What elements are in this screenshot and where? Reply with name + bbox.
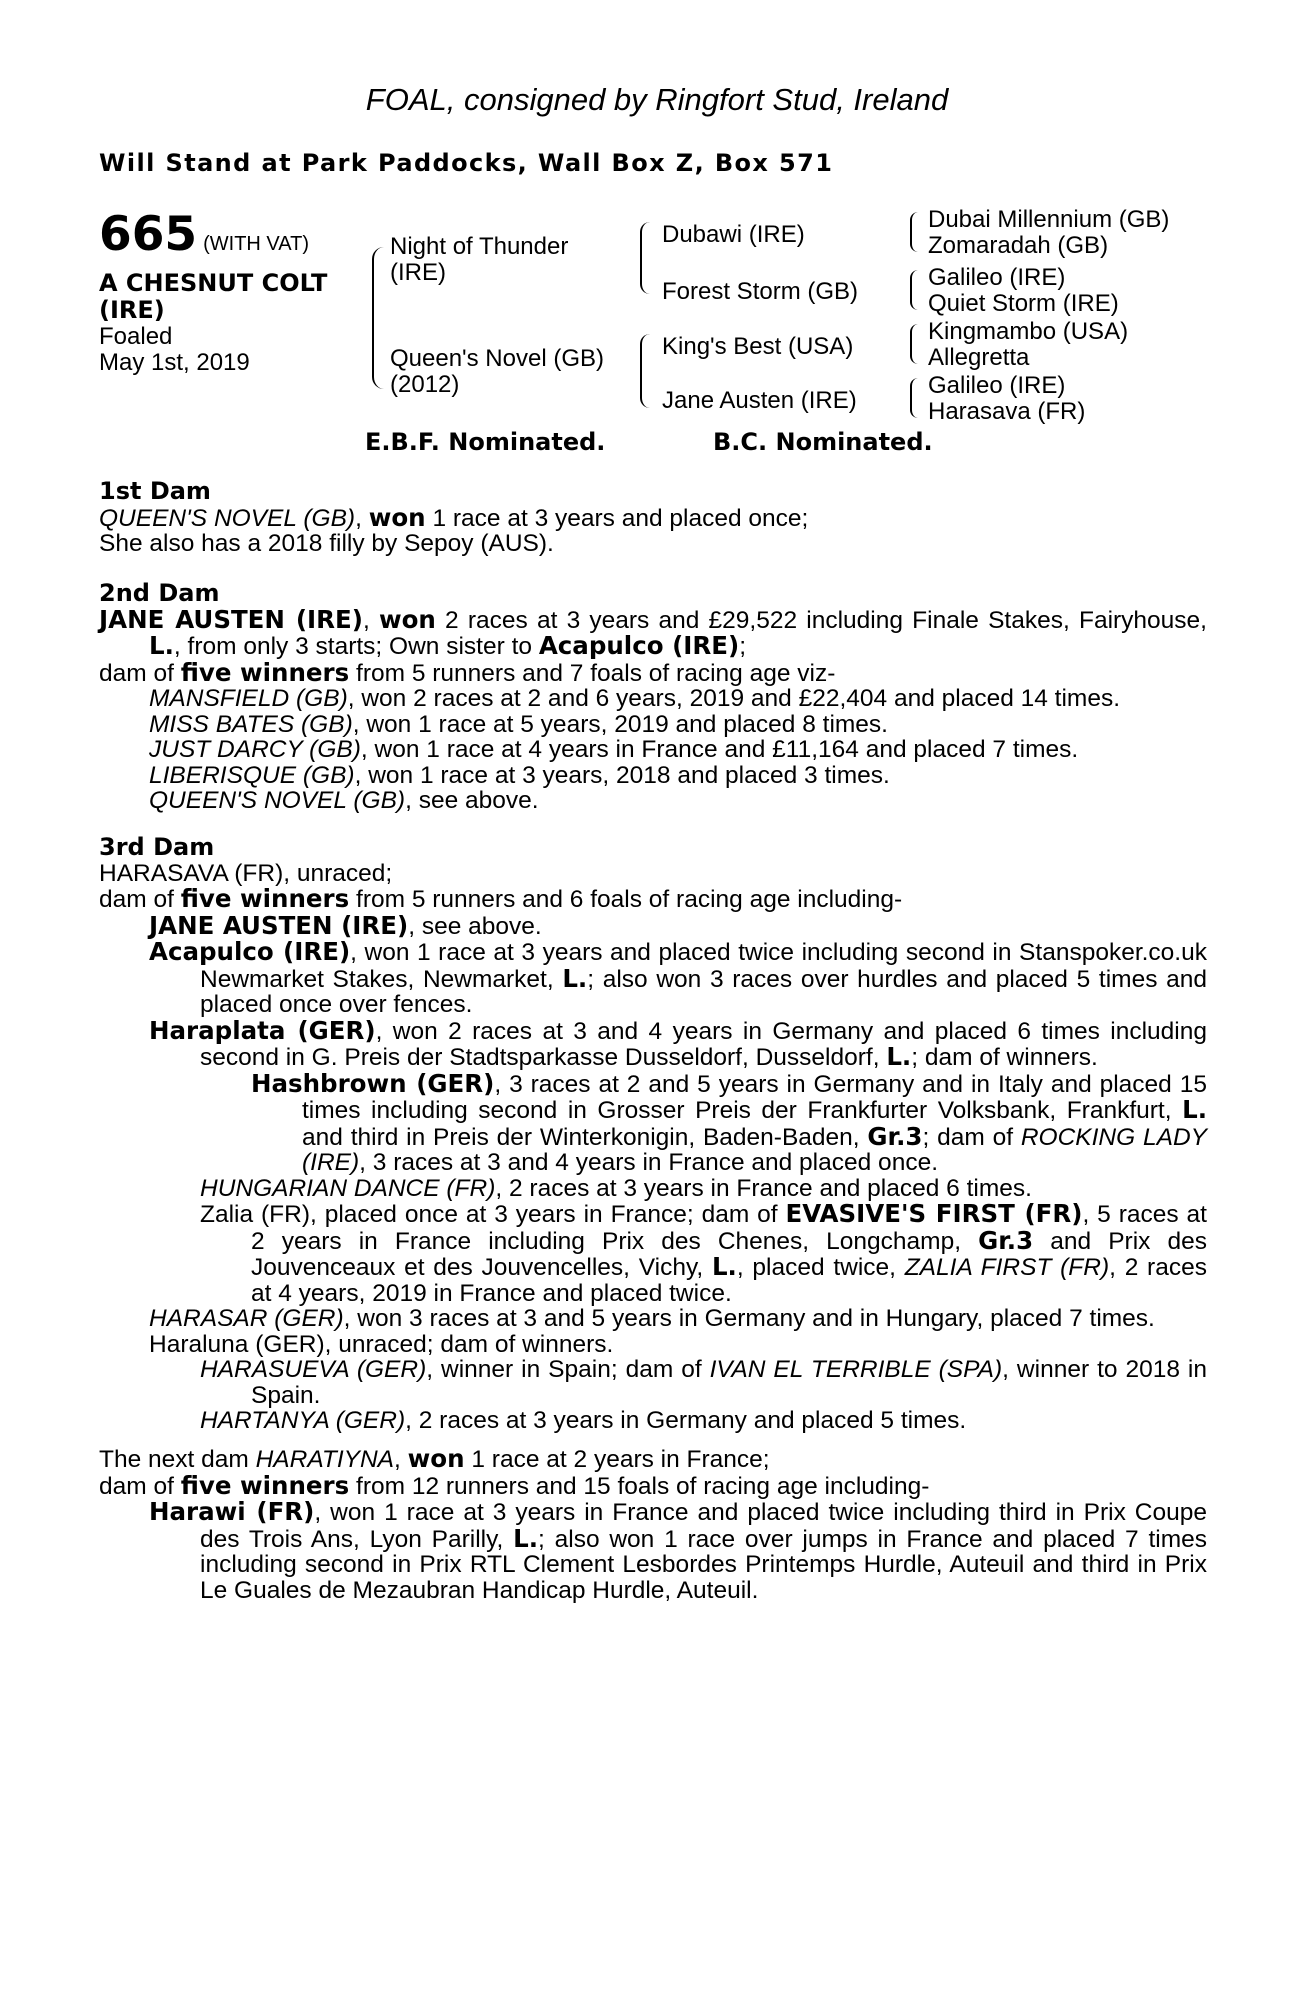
pedigree-brace <box>910 270 918 310</box>
pedigree-sds: Galileo (IRE) <box>928 264 1066 291</box>
third-dam-record: HARASAVA (FR), unraced; <box>99 859 393 887</box>
stand-location: Will Stand at Park Paddocks, Wall Box Z, Box 571 <box>99 149 834 177</box>
first-dam-produce: She also has a 2018 filly by Sepoy (AUS). <box>99 530 554 557</box>
offspring-line: MANSFIELD (GB), won 2 races at 2 and 6 years, 2019 and £22,404 and placed 14 times. <box>149 685 1121 712</box>
pedigree-brace <box>910 324 918 364</box>
first-dam-section <box>99 479 1207 557</box>
pedigree-sire-dam: Forest Storm (GB) <box>662 278 859 305</box>
grand-offspring-line: Zalia (FR), placed once at 3 years in France; dam of EVASIVE'S FIRST (FR), 5 races at 2 years in France including Prix des Chenes, Longchamp, Gr.3 and Prix des Jouvenceaux et des Jouvencelles, Vichy, L., placed twice, ZALIA FIRST (FR), 2 races at 4 years, 2019 in France and placed twice. <box>200 1199 1207 1307</box>
next-dam-produce-summary: dam of five winners from 12 runners and 15 foals of racing age including- <box>99 1470 930 1500</box>
first-dam-heading: 1st Dam <box>99 477 211 505</box>
pedigree-ssd: Zomaradah (GB) <box>928 232 1109 259</box>
pedigree-dam: Queen's Novel (GB) (2012) <box>390 345 604 398</box>
offspring-line: Haraluna (GER), unraced; dam of winners. <box>149 1330 614 1358</box>
pedigree-brace <box>372 247 384 389</box>
second-dam-record: JANE AUSTEN (IRE), won 2 races at 3 years and £29,522 including Finale Stakes, Fairyhouse, L., from only 3 starts; Own sister to Acapulco (IRE); <box>99 604 1207 660</box>
lot-description: A CHESNUT COLT <box>99 269 328 297</box>
second-dam-produce-summary: dam of five winners from 5 runners and 7 foals of racing age viz- <box>99 657 836 687</box>
offspring-line: MISS BATES (GB), won 1 race at 5 years, 2019 and placed 8 times. <box>149 710 888 738</box>
pedigree-brace <box>910 378 918 418</box>
foaled-label: Foaled <box>99 323 173 350</box>
offspring-line: Acapulco (IRE), won 1 race at 3 years and placed twice including second in Stanspoker.co.uk Newmarket Stakes, Newmarket, L.; also won 3 races over hurdles and placed 5 times and placed once over fences. <box>149 937 1207 1018</box>
grand-offspring-line: HUNGARIAN DANCE (FR), 2 races at 3 years in France and placed 6 times. <box>200 1174 1032 1202</box>
consignor-title: FOAL, consigned by Ringfort Stud, Ireland <box>365 82 949 117</box>
lot-number: 665 <box>99 207 198 262</box>
bc-nomination: B.C. Nominated. <box>713 428 933 456</box>
pedigree-brace <box>910 212 918 252</box>
next-dam-section <box>99 1446 1207 1603</box>
second-dam-heading: 2nd Dam <box>99 579 220 607</box>
grand-offspring-line: Hashbrown (GER), 3 races at 2 and 5 years in Germany and in Italy and placed 15 times including second in Grosser Preis der Frankfurter Volksbank, Frankfurt, L. and third in Preis der Winterkonigin, Baden-Baden, Gr.3; dam of ROCKING LADY (IRE), 3 races at 3 and 4 years in France and placed once. <box>251 1068 1207 1176</box>
third-dam-heading: 3rd Dam <box>99 833 215 861</box>
vat-label: (WITH VAT) <box>203 233 310 255</box>
offspring-line: HARASAR (GER), won 3 races at 3 and 5 years in Germany and in Hungary, placed 7 times. <box>149 1305 1155 1332</box>
third-dam-produce-summary: dam of five winners from 5 runners and 6 foals of racing age including- <box>99 884 903 913</box>
pedigree-sdd: Quiet Storm (IRE) <box>928 290 1119 317</box>
offspring-line: LIBERISQUE (GB), won 1 race at 3 years, 2018 and placed 3 times. <box>149 761 890 789</box>
first-dam-record: QUEEN'S NOVEL (GB), won 1 race at 3 years and placed once; <box>99 502 809 532</box>
next-dam-record: The next dam HARATIYNA, won 1 race at 2 years in France; <box>99 1444 770 1473</box>
offspring-line: Haraplata (GER), won 2 races at 3 and 4 years in Germany and placed 6 times including second in G. Preis der Stadtsparkasse Dusseldorf, Dusseldorf, L.; dam of winners. <box>149 1015 1207 1071</box>
pedigree-sss: Dubai Millennium (GB) <box>928 206 1170 233</box>
third-dam-section <box>99 835 1207 1434</box>
pedigree-dds: Galileo (IRE) <box>928 372 1066 399</box>
lot-description-breed: (IRE) <box>99 296 165 324</box>
foaled-date: May 1st, 2019 <box>99 349 250 376</box>
ebf-nomination: E.B.F. Nominated. <box>365 428 606 456</box>
pedigree-sire-sire: Dubawi (IRE) <box>662 221 805 248</box>
pedigree-dam-sire: King's Best (USA) <box>662 333 854 360</box>
pedigree-ddd: Harasava (FR) <box>928 398 1086 425</box>
pedigree-sire: Night of Thunder (IRE) <box>390 233 569 286</box>
lot-block <box>99 207 328 376</box>
pedigree-brace <box>640 334 650 408</box>
pedigree-dss: Kingmambo (USA) <box>928 318 1129 345</box>
pedigree-dsd: Allegretta <box>928 344 1030 371</box>
pedigree-dam-dam: Jane Austen (IRE) <box>662 387 857 414</box>
offspring-line: Harawi (FR), won 1 race at 3 years in France and placed twice including third in Prix Coupe des Trois Ans, Lyon Parilly, L.; also won 1 race over jumps in France and placed 7 times including second in Prix RTL Clement Lesbordes Printemps Hurdle, Auteuil and third in Prix Le Guales de Mezaubran Handicap Hurdle, Auteuil. <box>149 1497 1207 1604</box>
offspring-line: JANE AUSTEN (IRE), see above. <box>149 910 542 940</box>
grand-offspring-line: HARASUEVA (GER), winner in Spain; dam of IVAN EL TERRIBLE (SPA), winner to 2018 in Spain. <box>200 1356 1207 1409</box>
pedigree-brace <box>640 222 650 294</box>
second-dam-section <box>99 581 1207 814</box>
grand-offspring-line: HARTANYA (GER), 2 races at 3 years in Germany and placed 5 times. <box>200 1407 967 1434</box>
offspring-line: QUEEN'S NOVEL (GB), see above. <box>149 787 539 814</box>
offspring-line: JUST DARCY (GB), won 1 race at 4 years in France and £11,164 and placed 7 times. <box>149 736 1079 763</box>
